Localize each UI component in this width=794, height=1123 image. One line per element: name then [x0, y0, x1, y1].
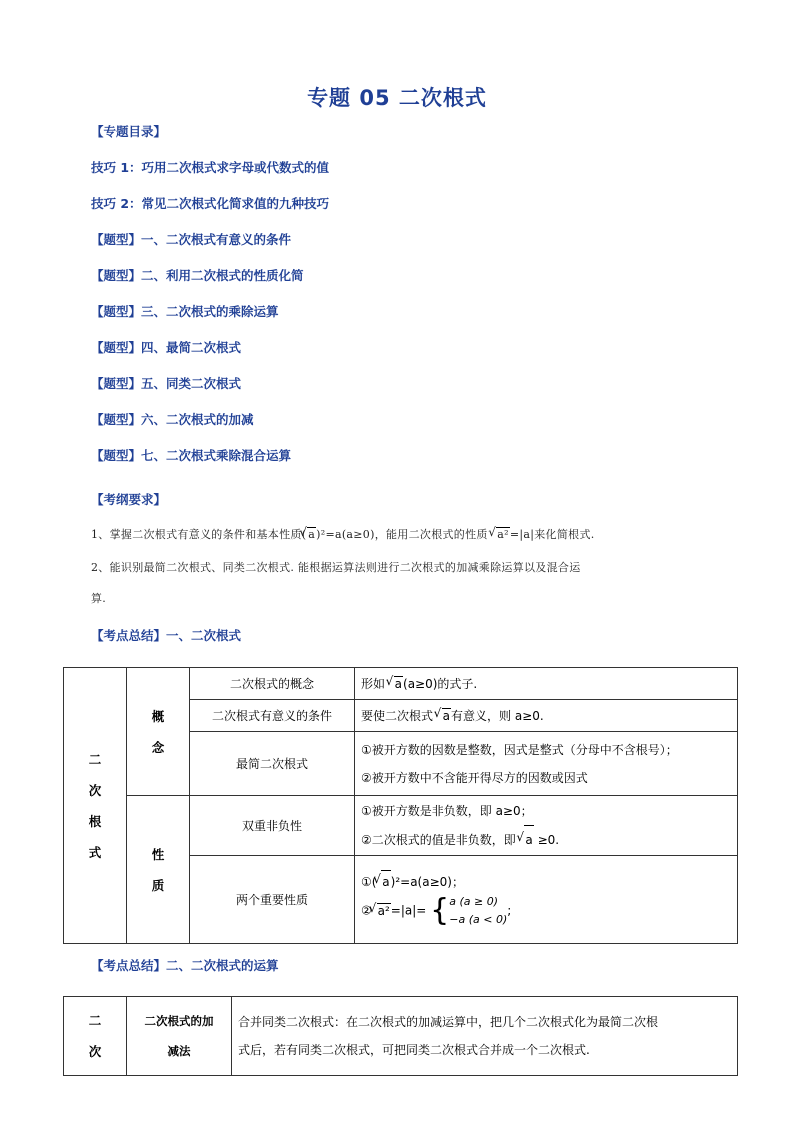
sub-label-cell: 二次根式的加 减法 [127, 997, 232, 1076]
toc-item: 【题型】五、同类二次根式 [91, 376, 242, 391]
row-content: 形如 √ a(a≥0)的式子. [355, 668, 738, 700]
row-name: 两个重要性质 [190, 856, 355, 944]
summary-heading-1: 【考点总结】一、二次根式 [91, 628, 242, 643]
summary-heading-2: 【考点总结】二、二次根式的运算 [91, 958, 279, 973]
row-name: 最简二次根式 [190, 732, 355, 796]
toc-item: 【题型】一、二次根式有意义的条件 [91, 232, 292, 247]
main-label-cell: 二 次 [64, 997, 127, 1076]
page-title: 专题 05 二次根式 [307, 86, 487, 110]
toc-heading: 【专题目录】 [91, 124, 167, 139]
requirement-2-cont: 算. [91, 592, 107, 605]
row-name: 二次根式的概念 [190, 668, 355, 700]
main-label-cell: 二 次 根 式 [64, 668, 127, 944]
row-content: 要使二次根式 √ a有意义，则 a≥0. [355, 700, 738, 732]
toc-item: 【题型】四、最简二次根式 [91, 340, 242, 355]
row-content: ①被开方数的因数是整数，因式是整式（分母中不含根号）； ②被开方数中不含能开得尽方的因数或因式 [355, 732, 738, 796]
requirements-heading: 【考纲要求】 [91, 492, 167, 507]
toc-item: 技巧 2：常见二次根式化简求值的九种技巧 [91, 196, 330, 211]
row-content: ①被开方数是非负数，即 a≥0； ②二次根式的值是非负数，即 √ a ≥0. [355, 796, 738, 856]
summary-table-1 [63, 667, 738, 944]
property-label-cell: 性 质 [127, 796, 190, 944]
toc-item: 技巧 1：巧用二次根式求字母或代数式的值 [91, 160, 330, 175]
toc-item: 【题型】三、二次根式的乘除运算 [91, 304, 279, 319]
summary-table-2 [63, 996, 738, 1076]
row-name: 双重非负性 [190, 796, 355, 856]
row-content: 合并同类二次根式：在二次根式的加减运算中，把几个二次根式化为最简二次根 式后，若有同类二次根式，可把同类二次根式合并成一个二次根式. [232, 997, 738, 1076]
concept-label-cell: 概 念 [127, 668, 190, 796]
row-content: ①( √ a)²=a(a≥0)； ② √ a²=|a|= {a (a ≥ 0) −a (a < 0); [355, 856, 738, 944]
row-name: 二次根式有意义的条件 [190, 700, 355, 732]
toc-item: 【题型】七、二次根式乘除混合运算 [91, 448, 292, 463]
requirement-2: 2、能识别最简二次根式、同类二次根式. 能根据运算法则进行二次根式的加减乘除运算以及混合运 [91, 561, 581, 574]
requirement-1: 1、掌握二次根式有意义的条件和基本性质(√ a)²=a(a≥0)，能用二次根式的性质 √ a²=|a|来化简根式. [91, 526, 595, 542]
toc-item: 【题型】二、利用二次根式的性质化简 [91, 268, 304, 283]
toc-item: 【题型】六、二次根式的加减 [91, 412, 254, 427]
